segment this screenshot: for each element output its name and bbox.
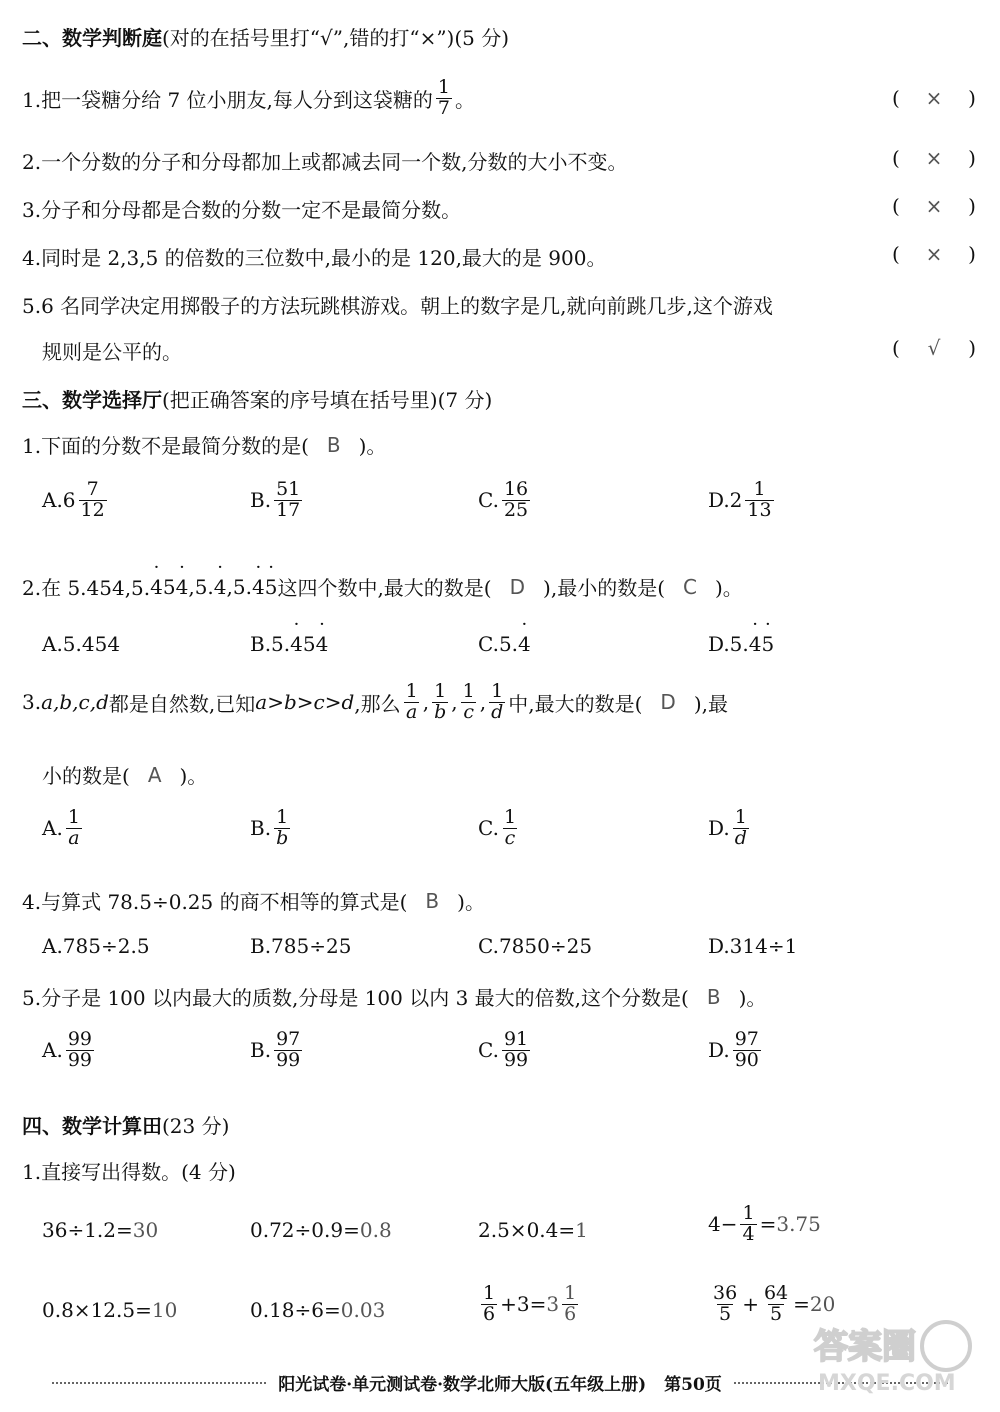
calc-eq: =	[759, 1212, 777, 1237]
frac-den: 90	[734, 1048, 759, 1071]
answer-mark: ×	[925, 194, 943, 218]
section3-note: (把正确答案的序号填在括号里)(7 分)	[162, 388, 493, 412]
frac-num: 1	[742, 1202, 755, 1224]
option-label: A.	[42, 1038, 63, 1063]
choice-q5	[22, 982, 766, 1011]
q3-mid: 都是自然数,已知	[108, 691, 256, 716]
judge-item-5-text: 5.6 名同学决定用掷骰子的方法玩跳棋游戏。朝上的数字是几,就向前跳几步,这个游戏	[22, 294, 773, 318]
section2-title: 二、数学判断庭	[22, 26, 162, 50]
option-label: B.	[250, 488, 272, 513]
q3-vars: a,b,c,d	[41, 690, 109, 715]
calc-expr: 0.8×12.5=	[42, 1298, 152, 1322]
fraction	[489, 682, 505, 723]
section4-title: 四、数学计算田	[22, 1114, 162, 1138]
frac-num: 1	[503, 806, 517, 828]
frac-num: 1	[734, 806, 747, 828]
q4-post: )。	[457, 890, 485, 914]
answer-mark: √	[927, 336, 941, 360]
frac-den: c	[463, 700, 474, 723]
frac-num: 16	[503, 478, 529, 500]
calc-expr: 0.72÷0.9=	[250, 1218, 360, 1242]
option-label: C.	[478, 1038, 499, 1063]
calc-eq: =	[793, 1292, 810, 1317]
calc-answer: 30	[132, 1218, 159, 1242]
frac-den: 99	[67, 1048, 92, 1071]
frac-den: 4	[742, 1222, 755, 1245]
q5-answer[interactable]: B	[706, 984, 721, 1009]
watermark-ring	[922, 1322, 970, 1370]
calc-expr: +3=	[500, 1292, 547, 1317]
q4-option-d[interactable]: D.314÷1	[708, 934, 798, 958]
q3-post2: )。	[179, 764, 208, 788]
frac-den: b	[276, 826, 289, 849]
frac-num: 51	[276, 478, 301, 500]
q3-num: 3.	[22, 690, 42, 715]
frac-den: 13	[747, 498, 772, 521]
frac-den: d	[491, 700, 504, 723]
frac-den: 99	[276, 1048, 301, 1071]
option-label: B.	[250, 1038, 272, 1063]
option-label: A.	[42, 816, 63, 841]
repeating-digit: · 4	[176, 575, 189, 599]
calc-expr: 2.5×0.4=	[478, 1218, 576, 1242]
calc-answer: 0.8	[359, 1218, 392, 1242]
q3-option-b[interactable]	[250, 808, 293, 849]
frac-den: d	[734, 826, 747, 849]
q5-option-c[interactable]	[478, 1030, 533, 1071]
frac-num: 99	[67, 1028, 92, 1050]
section4-note: (23 分)	[162, 1114, 230, 1138]
q3-post1: ),最	[693, 691, 728, 716]
watermark-logo	[810, 1316, 980, 1396]
fraction	[274, 1030, 302, 1071]
choice-q3: 3. a,b,c,d 都是自然数,已知 a>b>c>d ,那么 $\frac{1}{a}$ , $\frac{1}{b}$ , $\frac{1}{c}$ , $\frac{1}{d}$ 中,最大的数是( D ),最	[22, 680, 728, 723]
frac-den: 5	[719, 1302, 732, 1325]
q5-option-a[interactable]	[42, 1030, 97, 1071]
q2-answer-max[interactable]: D	[509, 574, 526, 599]
fraction	[274, 808, 290, 849]
calc-item[interactable]	[250, 1298, 385, 1322]
q2-option-b[interactable]	[250, 632, 328, 656]
frac-den: 25	[503, 498, 529, 521]
watermark-url: MXQE.COM	[818, 1371, 956, 1396]
q3-option-d[interactable]	[708, 808, 752, 849]
frac-den: c	[504, 826, 516, 849]
frac-num: 91	[503, 1028, 529, 1050]
q4-option-c[interactable]: C.7850÷25	[478, 934, 593, 958]
q3-answer-max[interactable]: D	[660, 690, 676, 715]
frac-num: 1	[434, 680, 447, 702]
digit: 5	[162, 574, 176, 599]
q4-answer[interactable]: B	[425, 888, 440, 913]
q3-option-c[interactable]	[478, 808, 521, 849]
q2-post: )。	[714, 576, 743, 600]
footer-divider-left	[52, 1382, 266, 1384]
calc-answer: 3.75	[776, 1212, 821, 1237]
q1-text: 1.下面的分数不是最简分数的是(	[22, 434, 309, 458]
judge-item-3	[22, 194, 461, 223]
calc-q1-label	[22, 1156, 236, 1185]
calc-op: +	[742, 1292, 759, 1317]
answer-bracket-2[interactable]: ( × )	[892, 146, 976, 170]
judge-item-1-text: 1.把一袋糖分给 7 位小朋友,每人分到这袋糖的	[22, 87, 433, 112]
q3-mid3: 中,最大的数是(	[508, 691, 643, 716]
frac-num: 97	[734, 1028, 759, 1050]
calc-answer: 3	[546, 1292, 560, 1317]
frac-den: b	[434, 700, 447, 723]
fraction	[733, 1030, 761, 1071]
calc-answer: 1	[575, 1218, 588, 1242]
calc-item[interactable]	[708, 1204, 821, 1245]
repeating-digit: · 4	[749, 632, 762, 656]
frac-den: 6	[483, 1302, 496, 1325]
frac-num: 1	[437, 76, 450, 98]
option-text: C.5.	[478, 632, 519, 656]
answer-bracket-5[interactable]: ( √ )	[892, 336, 976, 360]
choice-q4	[22, 886, 485, 915]
fraction	[66, 1030, 94, 1071]
watermark-brand: 答案圈	[814, 1327, 916, 1367]
footer-title: 阳光试卷·单元测试卷·数学北师大版(五年级上册)	[278, 1375, 647, 1395]
q4-option-a[interactable]: A.785÷2.5	[42, 934, 150, 958]
fraction	[733, 808, 749, 849]
option-text: D.5.	[708, 632, 749, 656]
answer-bracket-1[interactable]: ( × )	[892, 86, 976, 110]
answer-bracket-4[interactable]: ( × )	[892, 242, 976, 266]
section3-title: 三、数学选择厅	[22, 388, 162, 412]
repeating-digit: · 5	[265, 575, 278, 599]
q2-mid: 这四个数中,最大的数是(	[277, 576, 492, 600]
q1-post: )。	[358, 434, 387, 458]
q2-text: 2.在 5.454,5.	[22, 576, 151, 600]
q1-option-c[interactable]	[478, 480, 533, 521]
frac-den: 7	[437, 96, 450, 119]
fraction	[502, 808, 518, 849]
page-number: 第50页	[664, 1375, 722, 1395]
option-label: D.	[708, 1038, 730, 1063]
judge-item-1-tail: 。	[454, 87, 475, 112]
fraction	[481, 1284, 497, 1325]
frac-den: 6	[564, 1302, 577, 1325]
q3-answer-min[interactable]: A	[147, 762, 162, 787]
q2-option-c[interactable]	[478, 632, 531, 656]
judge-item-1	[22, 78, 475, 119]
frac-num: 1	[67, 806, 80, 828]
repeating-digit: · 4	[252, 575, 265, 599]
q5-text: 5.分子是 100 以内最大的质数,分母是 100 以内 3 最大的倍数,这个分数是(	[22, 986, 689, 1010]
frac-num: 64	[763, 1282, 789, 1304]
judge-item-4-text: 4.同时是 2,3,5 的倍数的三位数中,最小的是 120,最大的是 900。	[22, 246, 607, 270]
calc-expr: 0.18÷6=	[250, 1298, 341, 1322]
fraction	[762, 1284, 790, 1325]
fraction	[436, 78, 452, 119]
option-label: B.	[250, 816, 272, 841]
section3-heading	[22, 384, 492, 413]
frac-num: 97	[276, 1028, 301, 1050]
judge-item-4	[22, 242, 606, 271]
option-label: D.	[708, 816, 730, 841]
answer-mark: ×	[925, 86, 943, 110]
judge-item-3-text: 3.分子和分母都是合数的分数一定不是最简分数。	[22, 198, 462, 222]
fraction	[66, 808, 82, 849]
q5-option-d[interactable]	[708, 1030, 764, 1071]
repeating-digit: · 4	[290, 632, 303, 656]
section4-heading	[22, 1110, 229, 1139]
q3-option-a[interactable]	[42, 808, 85, 849]
frac-den: 17	[276, 498, 301, 521]
frac-num: 1	[753, 478, 766, 500]
frac-num: 7	[86, 478, 99, 500]
repeating-digit: · 4	[150, 575, 163, 599]
q2-option-a[interactable]	[42, 632, 120, 656]
calc-answer: 0.03	[340, 1298, 386, 1322]
calc-item[interactable]	[42, 1218, 158, 1242]
frac-den: a	[68, 826, 80, 849]
judge-item-2	[22, 146, 627, 175]
frac-den: 12	[80, 498, 105, 521]
frac-num: 1	[491, 680, 504, 702]
q3-line2: 小的数是(	[42, 764, 130, 788]
q1-option-b[interactable]	[250, 480, 305, 521]
judge-item-5-cont	[42, 336, 182, 365]
calc-answer: 10	[151, 1298, 178, 1322]
calc-expr: 36÷1.2=	[42, 1218, 133, 1242]
q4-text: 4.与算式 78.5÷0.25 的商不相等的算式是(	[22, 890, 408, 914]
fraction	[432, 682, 448, 723]
frac-den: 99	[503, 1048, 529, 1071]
judge-item-5	[22, 290, 773, 319]
repeating-digit: · 4	[316, 632, 329, 656]
answer-mark: ×	[925, 242, 943, 266]
separator: ,5.	[188, 574, 214, 599]
calc-item[interactable]	[250, 1218, 392, 1242]
q2-answer-min[interactable]: C	[683, 574, 697, 599]
option-label: C.	[478, 488, 499, 513]
q5-post: )。	[738, 986, 767, 1010]
frac-num: 1	[483, 1282, 496, 1304]
section2-note: (对的在括号里打“√”,错的打“×”)(5 分)	[162, 26, 510, 50]
q3-mid2: ,那么	[354, 691, 401, 716]
judge-item-5-text2: 规则是公平的。	[42, 340, 182, 364]
answer-mark: ×	[925, 146, 943, 170]
repeating-digit: · 4	[214, 575, 227, 599]
frac-num: 1	[462, 680, 475, 702]
calc-item[interactable]	[42, 1298, 177, 1322]
fraction	[711, 1284, 739, 1325]
option-label: D.2	[708, 488, 743, 513]
calc-answer: 20	[809, 1292, 836, 1317]
option-text: B.5.	[250, 632, 291, 656]
q1-answer[interactable]: B	[326, 432, 341, 457]
frac-den: 5	[770, 1302, 783, 1325]
frac-num: 1	[276, 806, 289, 828]
q2-option-d[interactable]	[708, 632, 774, 656]
q1-option-d[interactable]	[708, 480, 777, 521]
q2-mid2: ),最小的数是(	[543, 576, 665, 600]
repeating-digit: · 4	[518, 632, 531, 656]
option-label: A.6	[42, 488, 76, 513]
judge-item-2-text: 2.一个分数的分子和分母都加上或都减去同一个数,分数的大小不变。	[22, 150, 628, 174]
q4-option-b[interactable]: B.785÷25	[250, 934, 352, 958]
frac-num: 1	[564, 1282, 577, 1304]
option-label: C.	[478, 816, 499, 841]
fraction	[461, 682, 477, 723]
choice-q2	[22, 572, 743, 601]
digit: 5	[302, 632, 316, 656]
section2-heading	[22, 22, 509, 51]
fraction	[502, 480, 530, 521]
q3-inequality: a>b>c>d	[255, 690, 355, 715]
option-text: A.5.454	[42, 632, 121, 656]
fraction	[274, 480, 302, 521]
frac-num: 1	[405, 680, 418, 702]
separator: ,5.	[226, 574, 252, 599]
calc-expr: 4−	[708, 1212, 738, 1237]
calc-item[interactable]	[478, 1218, 588, 1242]
calc-item[interactable]	[478, 1284, 581, 1325]
fraction	[740, 1204, 756, 1245]
fraction	[404, 682, 420, 723]
q1-option-a[interactable]	[42, 480, 110, 521]
choice-q1	[22, 430, 386, 459]
fraction	[502, 1030, 530, 1071]
answer-bracket-3[interactable]: ( × )	[892, 194, 976, 218]
calc-q1-text: 1.直接写出得数。(4 分)	[22, 1160, 236, 1184]
choice-q3-cont	[42, 760, 207, 789]
q5-option-b[interactable]	[250, 1030, 305, 1071]
fraction	[562, 1284, 578, 1325]
frac-den: a	[406, 700, 418, 723]
fraction	[79, 480, 107, 521]
frac-num: 36	[713, 1282, 738, 1304]
fraction	[745, 480, 773, 521]
repeating-digit: · 5	[762, 632, 775, 656]
